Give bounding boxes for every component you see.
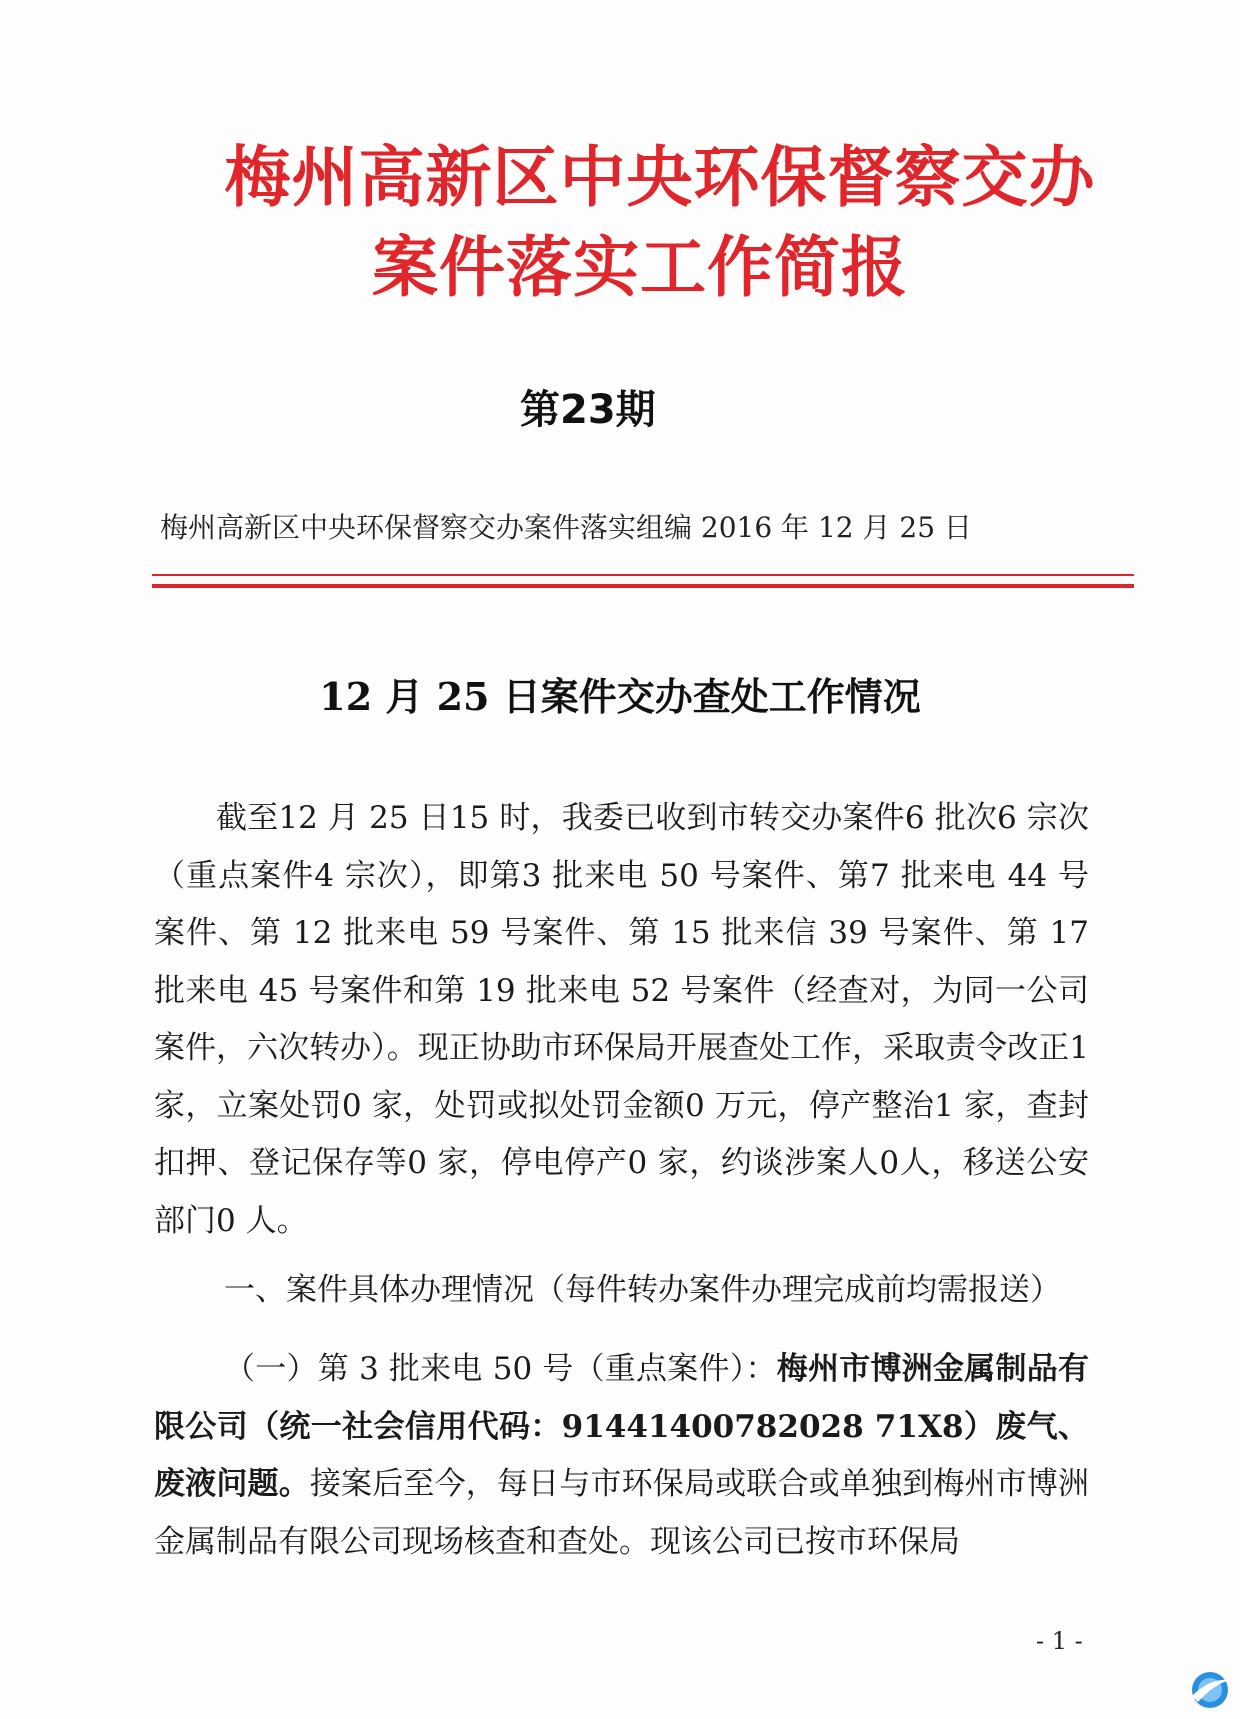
case-paragraph-rest: 接案后至今，每日与市环保局或联合或单独到梅州市博洲金属制品有限公司现场核查和查处。现该公司已按市环保局 bbox=[154, 1466, 1090, 1560]
blue-swoosh-logo-icon bbox=[1188, 1668, 1232, 1712]
case-paragraph-company: 梅州市博洲金属制品有限公司（统一社会信用代码：91441400782028 71X8）废气、废液问题。 bbox=[154, 1351, 1090, 1502]
section-heading: 一、案件具体办理情况（每件转办案件办理完成前均需报送） bbox=[224, 1272, 1061, 1308]
page-number: - 1 - bbox=[1036, 1627, 1083, 1655]
report-heading: 12 月 25 日案件交办查处工作情况 bbox=[319, 674, 921, 719]
editor-date-line: 梅州高新区中央环保督察交办案件落实组编 2016 年 12 月 25 日 bbox=[160, 511, 972, 544]
header-divider-thick bbox=[152, 584, 1134, 588]
summary-paragraph: 截至12 月 25 日15 时，我委已收到市转交办案件6 批次6 宗次（重点案件4 宗次），即第3 批来电 50 号案件、第7 批来电 44 号案件、第 12 批来电 59 号案件、第 15 批来信 39 号案件、第 17 批来电 45 号案件和第 19 批来电 52 号案件（经查对，为同一公司案件，六次转办）。现正协助市环保局开展查处工作，采取责令改正1 家，立案处罚0 家，处罚或拟处罚金额0 万元，停产整治1 家，查封扣押、登记保存等0 家，停电停产0 家，约谈涉案人0人，移送公安部门0 人。 bbox=[154, 800, 1089, 1239]
bulletin-title-line2: 案件落实工作简报 bbox=[372, 229, 908, 306]
bulletin-title-line1: 梅州高新区中央环保督察交办 bbox=[224, 139, 1096, 216]
case-paragraph bbox=[154, 1341, 1089, 1571]
header-divider-thin bbox=[152, 574, 1134, 576]
case-paragraph-prefix: （一）第 3 批来电 50 号（重点案件）： bbox=[224, 1351, 777, 1387]
issue-number: 第23期 bbox=[520, 387, 656, 433]
